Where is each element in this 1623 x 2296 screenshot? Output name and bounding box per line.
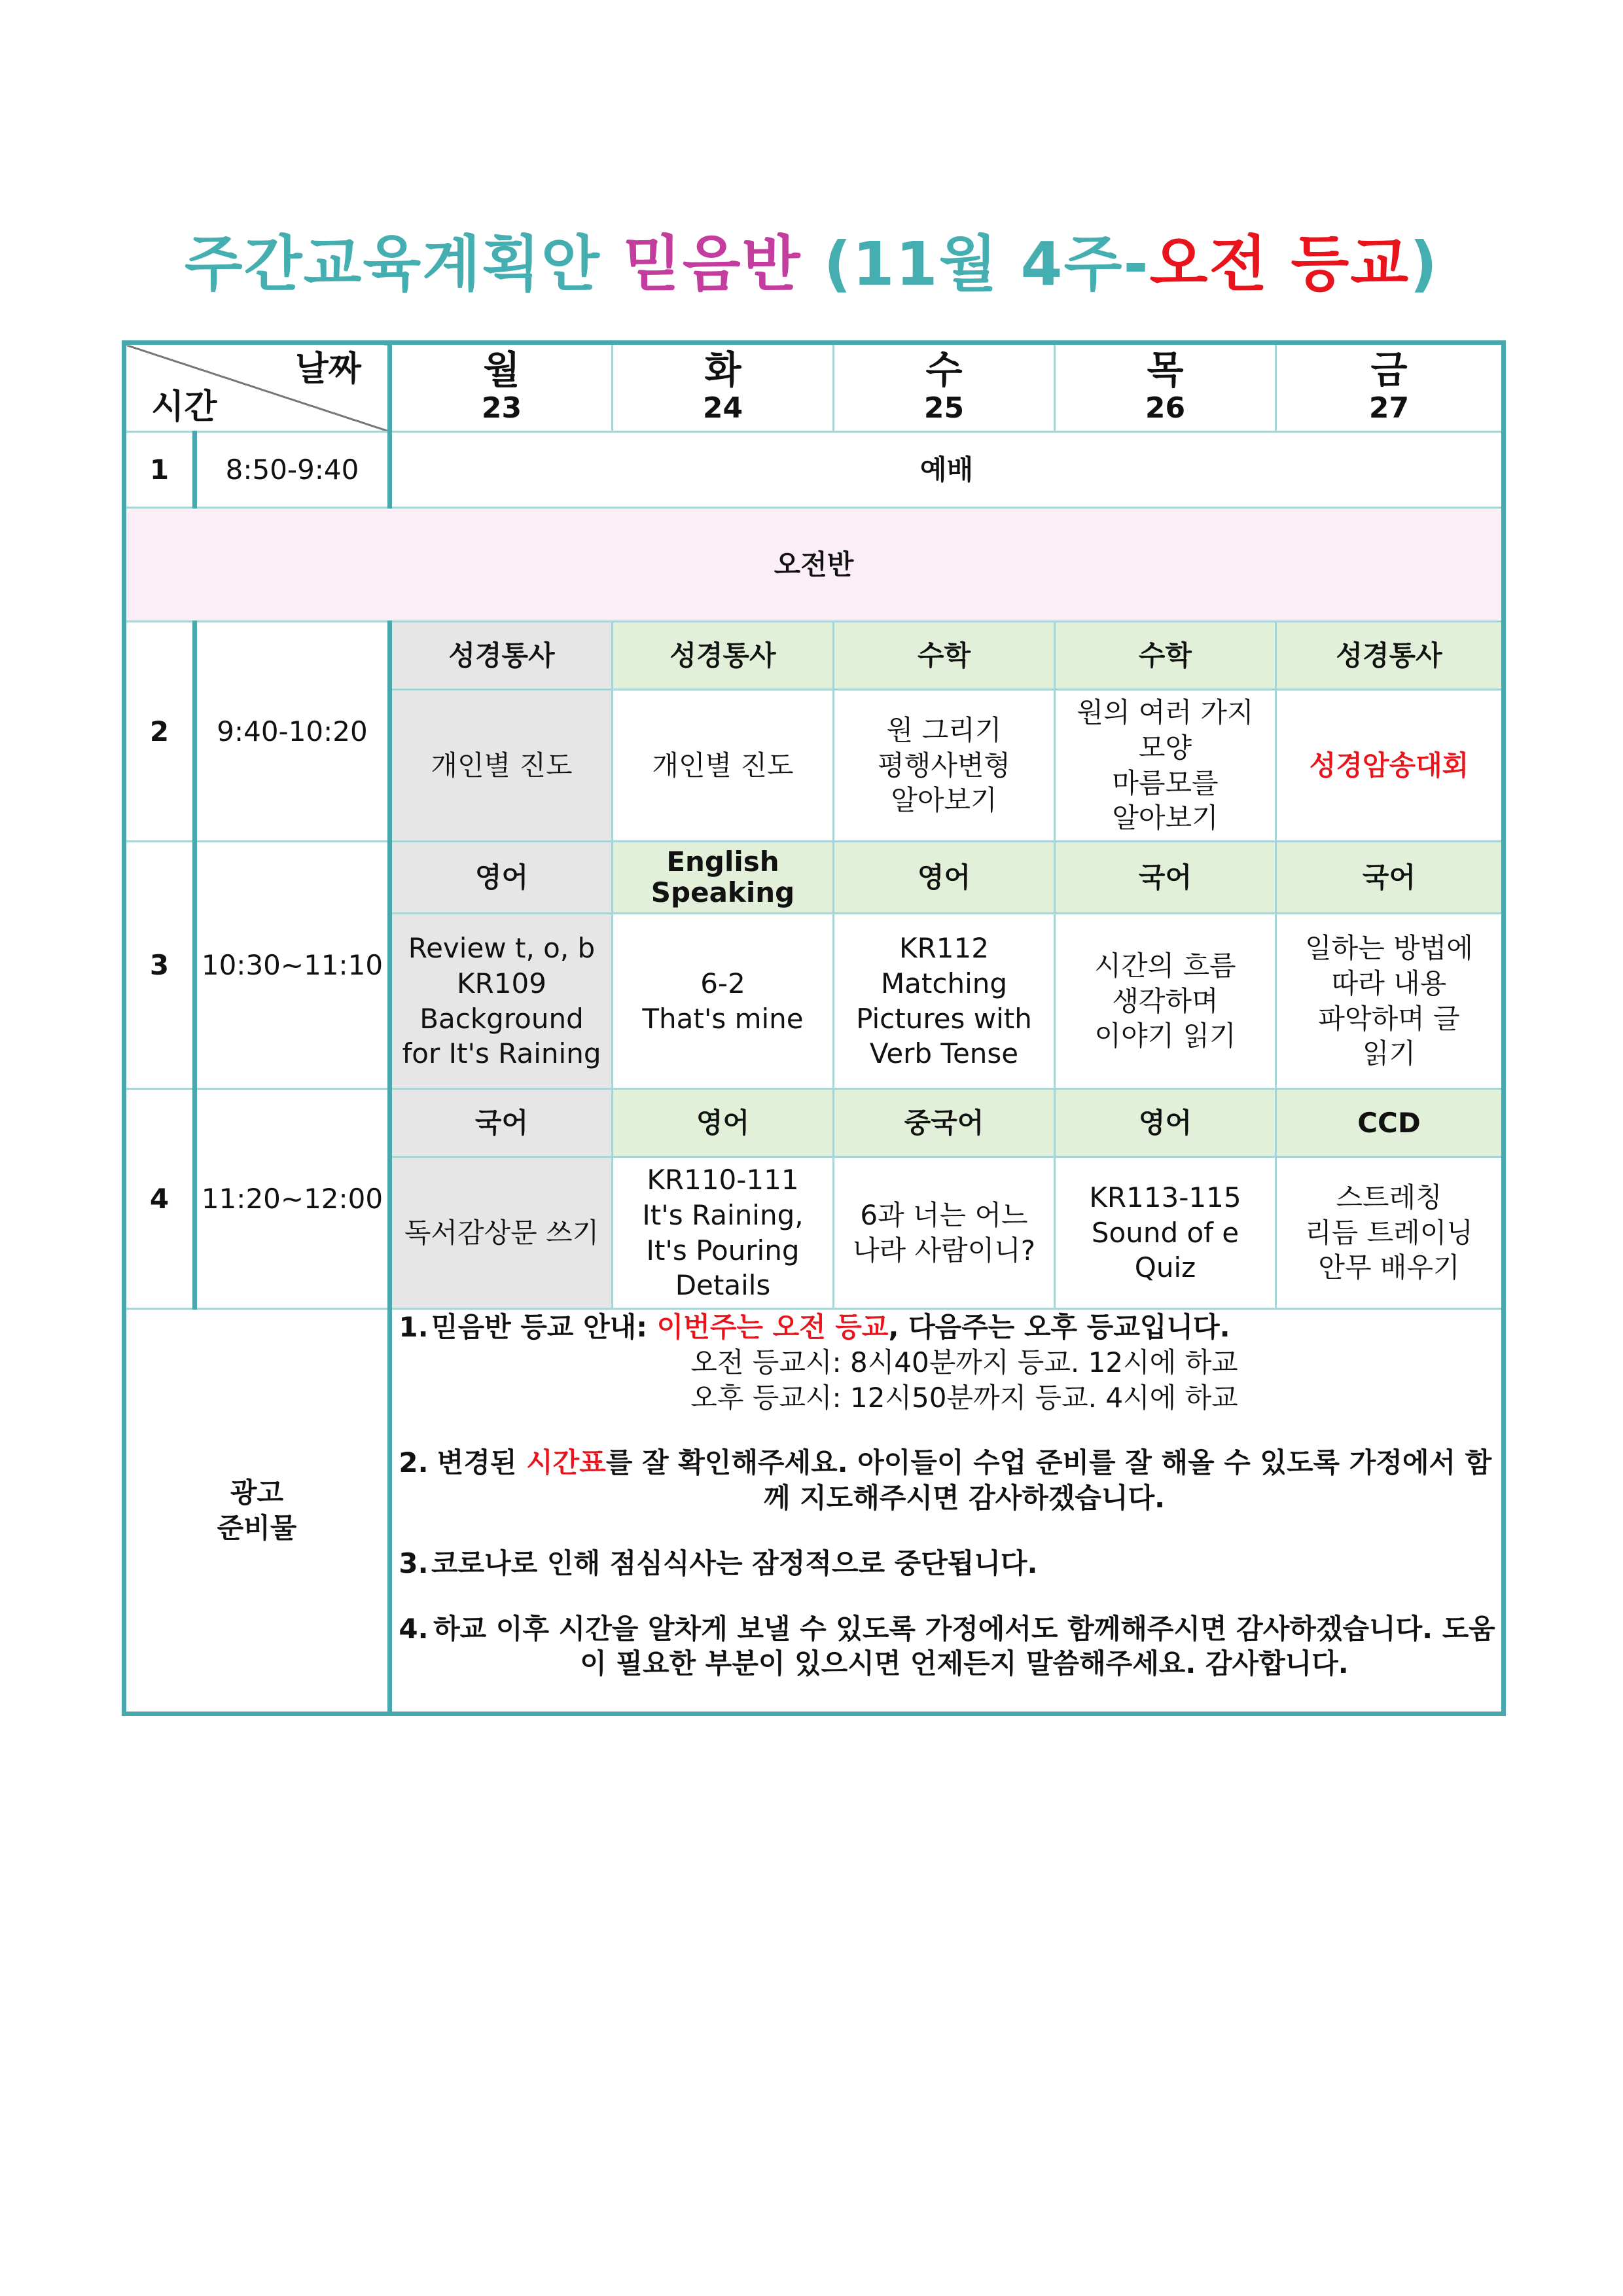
period-number: 4 <box>124 1089 195 1309</box>
subject-cell: 영어 <box>834 842 1055 914</box>
subject-cell: 성경통사 <box>390 622 613 690</box>
subject-cell: CCD <box>1276 1089 1504 1157</box>
notes-content <box>390 1309 1504 1714</box>
subject-cell: 수학 <box>1055 622 1276 690</box>
period-number: 1 <box>124 432 195 508</box>
day-header-thu: 목 26 <box>1055 343 1276 432</box>
content-cell: 일하는 방법에 따라 내용 파악하며 글 읽기 <box>1276 914 1504 1089</box>
content-cell: Review t, o, b KR109 Background for It's Raining <box>390 914 613 1089</box>
subject-cell: 성경통사 <box>613 622 834 690</box>
day-header-wed: 수 25 <box>834 343 1055 432</box>
period-number: 3 <box>124 842 195 1089</box>
time-label: 시간 <box>151 387 217 427</box>
content-cell: 6과 너는 어느 나라 사람이니? <box>834 1157 1055 1309</box>
title-session: 오전 등교 <box>1149 229 1410 299</box>
period-2-subject-row <box>124 622 1504 690</box>
note-1-am-time: 오전 등교시: 8시40분까지 등교. 12시에 하교 <box>690 1346 1238 1378</box>
subject-cell: 국어 <box>1276 842 1504 914</box>
period-3-subject-row <box>124 842 1504 914</box>
title-class: 믿음반 <box>622 229 802 299</box>
subject-cell: 수학 <box>834 622 1055 690</box>
content-cell: 원의 여러 가지 모양 마름모를 알아보기 <box>1055 690 1276 842</box>
title-plan: 주간교육계획안 <box>184 229 601 299</box>
subject-cell: 국어 <box>1055 842 1276 914</box>
note-1: 1. 믿음반 등교 안내: 이번주는 오전 등교, 다음주는 오후 등교입니다. 오전 등교시: 8시40분까지 등교. 12시에 하교 오후 등교시: 12시50분까지 등교. 4시에 하교 <box>396 1310 1497 1415</box>
date-label: 날짜 <box>295 350 361 389</box>
period-time: 10:30~11:10 <box>195 842 390 1089</box>
header-row <box>124 343 1504 432</box>
content-cell: 시간의 흐름 생각하며 이야기 읽기 <box>1055 914 1276 1089</box>
am-class-banner: 오전반 <box>124 508 1504 622</box>
note-3: 3. 코로나로 인해 점심식사는 잠정적으로 중단됩니다. <box>399 1547 1038 1579</box>
notes-label-ads: 광고 <box>230 1477 284 1509</box>
header-corner <box>124 343 390 432</box>
period-number: 2 <box>124 622 195 842</box>
title-close: ) <box>1410 229 1439 299</box>
note-4: 4. 하교 이후 시간을 알차게 보낼 수 있도록 가정에서도 함께해주시면 감사하겠습니다. 도움이 필요한 부분이 있으시면 언제든지 말씀해주세요. 감사합니다. <box>399 1612 1495 1680</box>
worship-cell: 예배 <box>390 432 1504 508</box>
content-cell: 6-2 That's mine <box>613 914 834 1089</box>
subject-cell: 영어 <box>1055 1089 1276 1157</box>
note-highlight: 이번주는 오전 등교 <box>656 1311 889 1343</box>
page-title <box>0 216 1623 302</box>
note-2: 2. 변경된 시간표를 잘 확인해주세요. 아이들이 수업 준비를 잘 해올 수 있도록 가정에서 함께 지도해주시면 감사하겠습니다. <box>399 1446 1492 1514</box>
subject-cell: 영어 <box>390 842 613 914</box>
period-time: 11:20~12:00 <box>195 1089 390 1309</box>
day-header-fri: 금 27 <box>1276 343 1504 432</box>
subject-cell: 중국어 <box>834 1089 1055 1157</box>
subject-cell: 성경통사 <box>1276 622 1504 690</box>
weekly-plan-table <box>122 340 1506 1716</box>
content-cell: 독서감상문 쓰기 <box>390 1157 613 1309</box>
period-time: 9:40-10:20 <box>195 622 390 842</box>
content-cell: 개인별 진도 <box>613 690 834 842</box>
content-cell: 원 그리기 평행사변형 알아보기 <box>834 690 1055 842</box>
content-cell: 스트레칭 리듬 트레이닝 안무 배우기 <box>1276 1157 1504 1309</box>
subject-cell: 국어 <box>390 1089 613 1157</box>
note-1-pm-time: 오후 등교시: 12시50분까지 등교. 4시에 하교 <box>690 1381 1238 1414</box>
day-header-mon: 월 23 <box>390 343 613 432</box>
content-cell-highlight: 성경암송대회 <box>1276 690 1504 842</box>
am-class-row <box>124 508 1504 622</box>
title-week: (11월 4주- <box>823 229 1150 299</box>
subject-cell: 영어 <box>613 1089 834 1157</box>
content-cell: KR113-115 Sound of e Quiz <box>1055 1157 1276 1309</box>
period-time: 8:50-9:40 <box>195 432 390 508</box>
content-cell: KR112 Matching Pictures with Verb Tense <box>834 914 1055 1089</box>
notes-label-supplies: 준비물 <box>217 1512 297 1544</box>
notes-label <box>124 1309 390 1714</box>
day-header-tue: 화 24 <box>613 343 834 432</box>
period-4-subject-row <box>124 1089 1504 1157</box>
content-cell: 개인별 진도 <box>390 690 613 842</box>
note-highlight: 시간표 <box>526 1446 606 1479</box>
content-cell: KR110-111 It's Raining, It's Pouring Details <box>613 1157 834 1309</box>
period-1-row <box>124 432 1504 508</box>
subject-cell: English Speaking <box>613 842 834 914</box>
notes-row <box>124 1309 1504 1714</box>
